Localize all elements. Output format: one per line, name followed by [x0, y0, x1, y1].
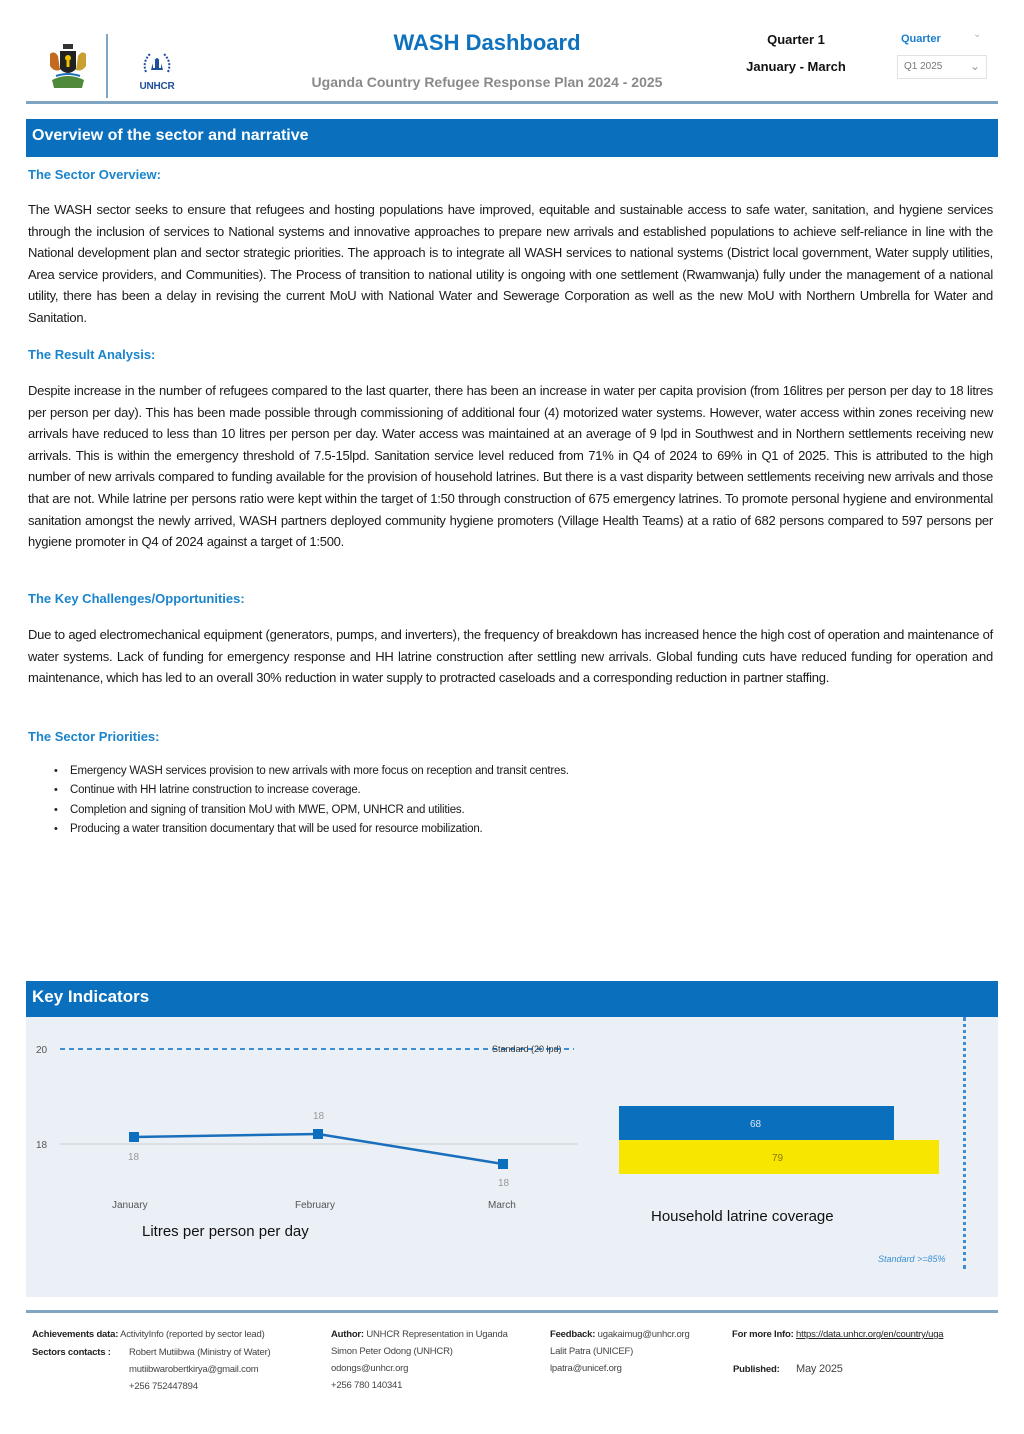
author-value: UNHCR Representation in Uganda [366, 1329, 508, 1340]
logo-divider [106, 34, 108, 98]
period-label: January - March [746, 59, 846, 74]
footer-published [733, 1361, 843, 1378]
page-title: WASH Dashboard [393, 30, 581, 55]
data-point-march[interactable] [498, 1159, 508, 1169]
more-info-label: For more Info: [732, 1329, 794, 1340]
key-challenges-heading: The Key Challenges/Opportunities: [28, 591, 245, 606]
feedback-label: Feedback: [550, 1329, 596, 1340]
more-info-link[interactable]: https://data.unhcr.org/en/country/uga [796, 1329, 944, 1340]
contact1-email[interactable]: mutiibwarobertkirya@gmail.com [129, 1364, 259, 1375]
bar-chart-title: Household latrine coverage [651, 1208, 834, 1225]
quarter-slicer-dropdown[interactable] [897, 55, 987, 79]
published-value: May 2025 [796, 1363, 843, 1375]
contact2-email[interactable]: odongs@unhcr.org [331, 1363, 409, 1374]
chevron-down-icon: ⌄ [969, 59, 980, 73]
list-item: • Completion and signing of transition MoU with MWE, OPM, UNHCR and utilities. [54, 801, 954, 820]
footer-feedback [550, 1326, 690, 1377]
key-challenges-text: Due to aged electromechanical equipment (generators, pumps, and inverters), the frequency of breakdown has increased hence the high cost of operation and maintenance of water systems. Lack of funding for emergency response and HH latrine construction after settling new arrivals. Global funding cuts have reduced funding for operation and maintenance, which has led to an overall 30% reduction in water supply to protracted caseloads and a corresponding reduction in partner staffing. [28, 627, 993, 686]
standard-line-label: Standard (20 lpd) [492, 1044, 562, 1054]
unhcr-people-icon [140, 50, 174, 76]
dashboard-header [26, 24, 998, 104]
standard-85-reference-line [963, 1017, 966, 1269]
author-label: Author: [331, 1329, 364, 1340]
point-label-march: 18 [498, 1178, 510, 1189]
footer-divider [26, 1310, 998, 1313]
key-indicators-section-header: Key Indicators [26, 981, 998, 1017]
contact1-name: Robert Mutiibwa (Ministry of Water) [129, 1347, 271, 1358]
point-label-january: 18 [128, 1152, 140, 1163]
y-tick-20: 20 [36, 1045, 48, 1056]
litres-per-person-chart [26, 1017, 606, 1297]
contact2-name: Simon Peter Odong (UNHCR) [331, 1346, 453, 1357]
x-label-january: January [112, 1200, 148, 1211]
result-analysis-heading: The Result Analysis: [28, 347, 156, 362]
list-item: • Emergency WASH services provision to new arrivals with more focus on reception and transit centres. [54, 762, 954, 781]
bar-value-79: 79 [772, 1153, 784, 1164]
quarter-label: Quarter 1 [767, 32, 825, 47]
sector-overview-heading: The Sector Overview: [28, 167, 161, 182]
bar-value-68: 68 [750, 1119, 762, 1130]
x-label-march: March [488, 1200, 516, 1211]
quarter-slicer-value: Q1 2025 [904, 61, 943, 72]
page-subtitle: Uganda Country Refugee Response Plan 2024 - 2025 [311, 74, 663, 90]
slicer-collapse-chevron-icon[interactable]: ⌄ [973, 29, 982, 40]
footer-author [331, 1326, 508, 1394]
contact3-email[interactable]: lpatra@unicef.org [550, 1363, 622, 1374]
result-analysis-text: Despite increase in the number of refugees compared to the last quarter, there has been an increase in water per capita provision (from 16litres per person per day to 18 litres per person per day). This has been made possible through commissioning of additional four (4) motorized water systems. However, water access within zones receiving new arrivals have reduced to less than 10 litres per person per day. Water access was maintained at an average of 9 lpd in Southwest and in Northern settlements receiving new arrivals. This is within the emergency threshold of 7.5-15lpd. Sanitation service level reduced from 71% in Q4 of 2024 to 69% in Q1 of 2025. This is attributed to the high number of new arrivals compared to funding available for the provision of household latrines. But there is a vast disparity between settlements receiving new arrivals and those that are not. While latrine per persons ratio were kept within the target of 1:50 through construction of 675 emergency latrines. To promote personal hygiene and environmental sanitation amongst the newly arrived, WASH partners deployed community hygiene promoters (Village Health Teams) at a ratio of 682 persons compared to 597 persons per hygiene promoter in Q4 of 2024 against a target of 1:500. [28, 383, 993, 550]
list-item: • Producing a water transition documentary that will be used for resource mobilization. [54, 820, 954, 839]
feedback-email[interactable]: ugakaimug@unhcr.org [597, 1329, 690, 1340]
x-label-february: February [295, 1200, 336, 1211]
list-item: • Continue with HH latrine construction to increase coverage. [54, 781, 954, 800]
coat-of-arms-icon [46, 42, 90, 92]
quarter-slicer-title: Quarter [901, 33, 941, 45]
sector-priorities-heading: The Sector Priorities: [28, 729, 160, 744]
achievements-label: Achievements data: [32, 1329, 119, 1340]
y-tick-18: 18 [36, 1140, 48, 1151]
unhcr-logo [134, 50, 180, 94]
data-point-february[interactable] [313, 1129, 323, 1139]
point-label-february: 18 [313, 1111, 325, 1122]
contact1-phone: +256 752447894 [129, 1381, 198, 1392]
standard-85-label: Standard >=85% [878, 1254, 946, 1264]
footer-achievements [32, 1326, 265, 1343]
sector-priorities-list [54, 762, 954, 839]
contact2-phone: +256 780 140341 [331, 1380, 403, 1391]
uganda-coat-of-arms-logo [46, 42, 90, 92]
achievements-value: ActivityInfo (reported by sector lead) [120, 1329, 265, 1340]
key-indicators-panel [26, 1017, 998, 1297]
footer-more-info [732, 1326, 943, 1343]
sectors-contacts-label: Sectors contacts : [32, 1347, 111, 1358]
contact-robert [129, 1344, 271, 1395]
contact3-name: Lalit Patra (UNICEF) [550, 1346, 634, 1357]
unhcr-logo-text: UNHCR [139, 81, 175, 92]
published-label: Published: [733, 1364, 780, 1375]
sector-overview-text: The WASH sector seeks to ensure that refugees and hosting populations have improved, equitable and sustainable access to safe water, sanitation, and hygiene services through the inclusion of services to National systems and innovative approaches to prepare new arrivals and established populations to achieve self-reliance in line with the National development plan and sector strategic priorities. The approach is to integrate all WASH services to national systems (District local government, Water supply utilities, Area service providers, and Communities). The Process of transition to national utility is ongoing with one settlement (Rwamwanja) fully under the management of a national utility, there has been a delay in revising the current MoU with National Water and Sewerage Corporation as well as the new MoU with Northern Umbrella for Water and Sanitation. [28, 202, 993, 325]
overview-section-header: Overview of the sector and narrative [26, 119, 998, 157]
line-chart-title: Litres per person per day [142, 1223, 309, 1240]
data-point-january[interactable] [129, 1132, 139, 1142]
